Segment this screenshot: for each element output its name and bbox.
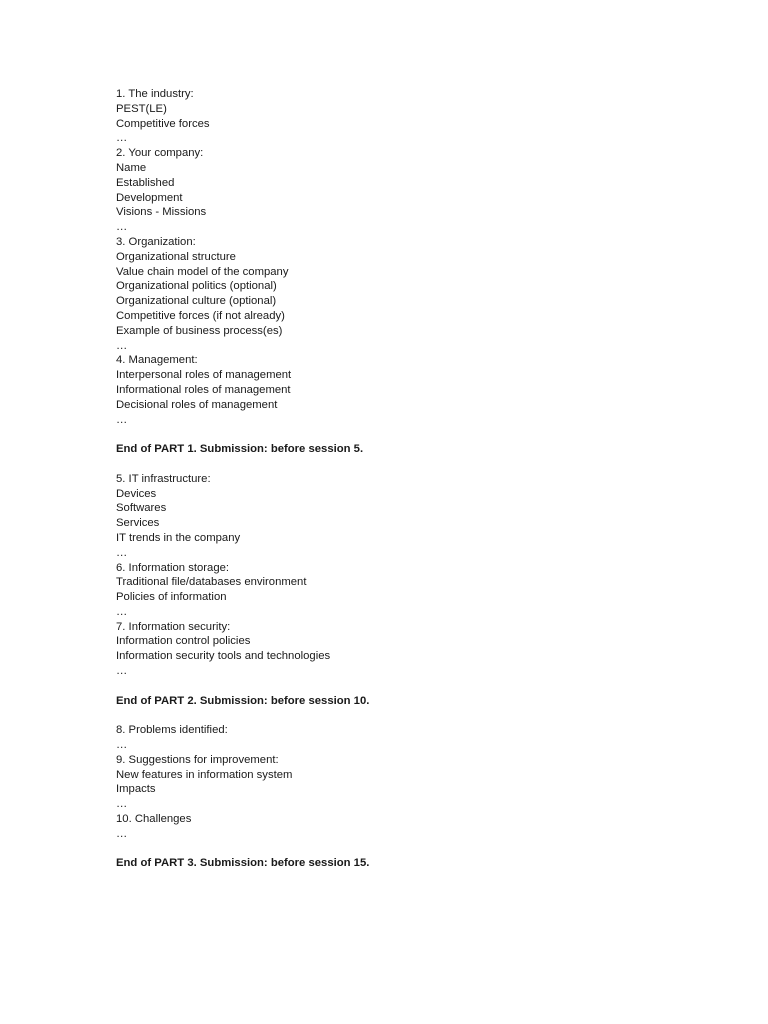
list-item: Informational roles of management — [116, 383, 291, 396]
list-item: IT trends in the company — [116, 531, 241, 544]
list-item: Established — [116, 176, 175, 189]
list-item: Visions - Missions — [116, 206, 207, 219]
list-item: Competitive forces (if not already) — [116, 309, 285, 322]
ellipsis: … — [116, 221, 128, 234]
part-2 — [116, 472, 716, 724]
heading-information-security: 7. Information security: — [116, 620, 231, 633]
heading-company: 2. Your company: — [116, 147, 204, 160]
ellipsis: … — [116, 665, 128, 678]
heading-organization: 3. Organization: — [116, 235, 196, 248]
ellipsis: … — [116, 739, 128, 752]
list-item: Example of business process(es) — [116, 324, 283, 337]
list-item: Organizational structure — [116, 250, 236, 263]
list-item: Development — [116, 191, 183, 204]
list-item: Competitive forces — [116, 117, 210, 130]
document-body — [116, 87, 716, 871]
part-1-end-note: End of PART 1. Submission: before session 5. — [116, 443, 364, 456]
part-2-end-note: End of PART 2. Submission: before session 10. — [116, 694, 370, 707]
ellipsis: … — [116, 798, 128, 811]
list-item: Services — [116, 517, 160, 530]
list-item: Organizational culture (optional) — [116, 295, 277, 308]
ellipsis: … — [116, 827, 128, 840]
spacer — [116, 842, 716, 857]
list-item: Softwares — [116, 502, 167, 515]
spacer — [116, 457, 716, 472]
list-item: Traditional file/databases environment — [116, 576, 307, 589]
heading-it-infrastructure: 5. IT infrastructure: — [116, 472, 211, 485]
list-item: Interpersonal roles of management — [116, 369, 292, 382]
list-item: Information control policies — [116, 635, 251, 648]
heading-suggestions: 9. Suggestions for improvement: — [116, 753, 279, 766]
heading-information-storage: 6. Information storage: — [116, 561, 230, 574]
list-item: Impacts — [116, 783, 156, 796]
part-1 — [116, 87, 716, 472]
ellipsis: … — [116, 132, 128, 145]
heading-management: 4. Management: — [116, 354, 198, 367]
ellipsis: … — [116, 605, 128, 618]
heading-challenges: 10. Challenges — [116, 813, 192, 826]
part-3-end-note: End of PART 3. Submission: before session 15. — [116, 857, 370, 870]
heading-problems: 8. Problems identified: — [116, 724, 228, 737]
list-item: Decisional roles of management — [116, 398, 278, 411]
ellipsis: … — [116, 413, 128, 426]
list-item: Policies of information — [116, 591, 227, 604]
heading-industry: 1. The industry: — [116, 88, 194, 100]
part-3 — [116, 723, 716, 871]
list-item: Organizational politics (optional) — [116, 280, 277, 293]
ellipsis: … — [116, 546, 128, 559]
ellipsis: … — [116, 339, 128, 352]
spacer — [116, 679, 716, 694]
list-item: PEST(LE) — [116, 102, 167, 115]
list-item: Name — [116, 161, 147, 174]
list-item: Value chain model of the company — [116, 265, 289, 278]
spacer — [116, 708, 716, 723]
list-item: Devices — [116, 487, 157, 500]
list-item: Information security tools and technologies — [116, 650, 331, 663]
list-item: New features in information system — [116, 768, 293, 781]
spacer — [116, 427, 716, 442]
